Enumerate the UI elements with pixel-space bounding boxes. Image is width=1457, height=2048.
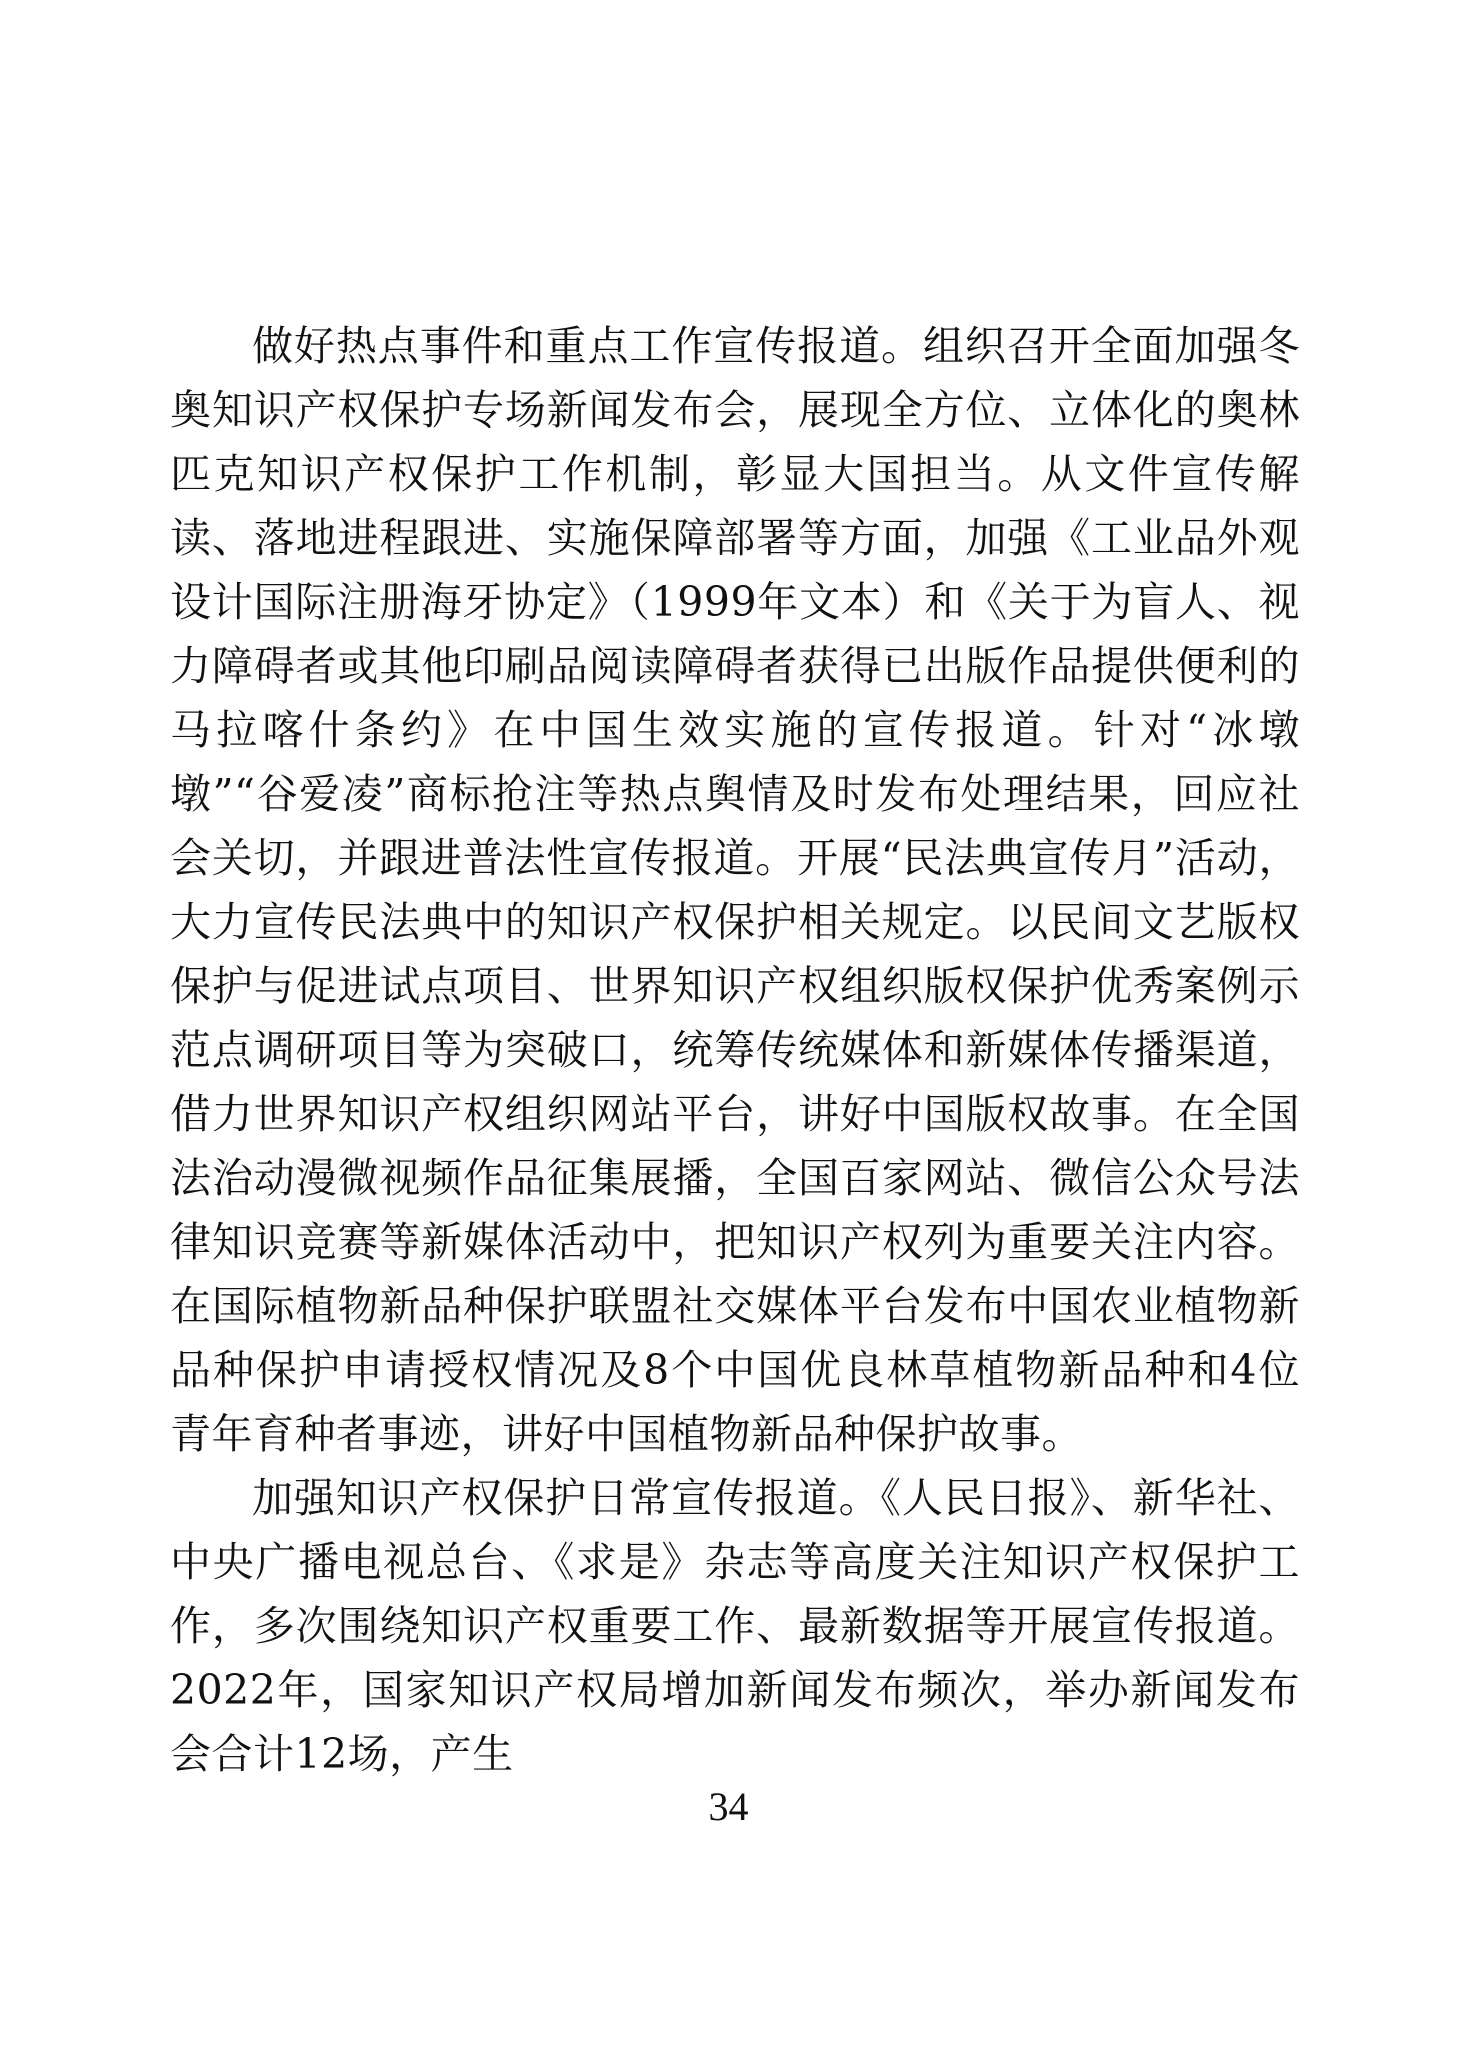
page-number: 34	[708, 1784, 749, 1829]
body-text	[170, 314, 1300, 1786]
paragraph-hot-events: 做好热点事件和重点工作宣传报道。组织召开全面加强冬奥知识产权保护专场新闻发布会，展现全方位、立体化的奥林匹克知识产权保护工作机制，彰显大国担当。从文件宣传解读、落地进程跟进、实施保障部署等方面，加强《工业品外观设计国际注册海牙协定》（1999年文本）和《关于为盲人、视力障碍者或其他印刷品阅读障碍者获得已出版作品提供便利的马拉喀什条约》在中国生效实施的宣传报道。针对“冰墩墩”“谷爱凌”商标抢注等热点舆情及时发布处理结果，回应社会关切，并跟进普法性宣传报道。开展“民法典宣传月”活动，大力宣传民法典中的知识产权保护相关规定。以民间文艺版权保护与促进试点项目、世界知识产权组织版权保护优秀案例示范点调研项目等为突破口，统筹传统媒体和新媒体传播渠道，借力世界知识产权组织网站平台，讲好中国版权故事。在全国法治动漫微视频作品征集展播，全国百家网站、微信公众号法律知识竞赛等新媒体活动中，把知识产权列为重要关注内容。在国际植物新品种保护联盟社交媒体平台发布中国农业植物新品种保护申请授权情况及8个中国优良林草植物新品种和4位青年育种者事迹，讲好中国植物新品种保护故事。	[170, 322, 1300, 1458]
paragraph-daily-reporting: 加强知识产权保护日常宣传报道。《人民日报》、新华社、中央广播电视总台、《求是》杂志等高度关注知识产权保护工作，多次围绕知识产权重要工作、最新数据等开展宣传报道。2022年，国家知识产权局增加新闻发布频次，举办新闻发布会合计12场，产生	[170, 1474, 1300, 1778]
